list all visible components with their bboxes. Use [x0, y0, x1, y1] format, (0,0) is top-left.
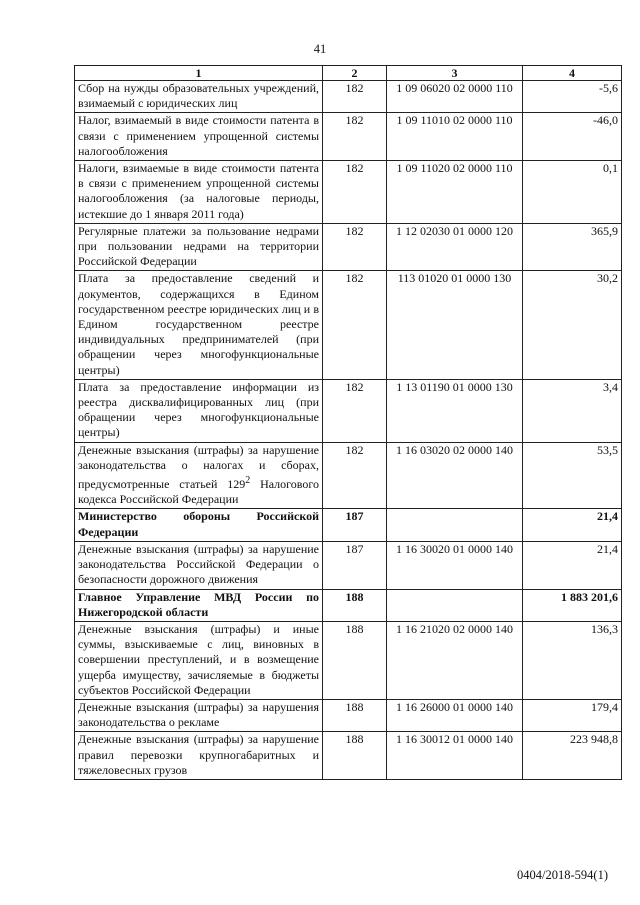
row-name: Министерство обороны Российской Федерации: [75, 509, 323, 541]
row-name: Плата за предоставление информации из реестра дисквалифицированных лиц (при обращении через многофункциональные центры): [75, 379, 323, 442]
row-admin-code: 188: [323, 732, 387, 780]
header-col-code: 3: [387, 66, 523, 81]
row-admin-code: 182: [323, 223, 387, 271]
row-budget-code: 1 16 30020 01 0000 140: [387, 541, 523, 589]
row-budget-code: 1 16 03020 02 0000 140: [387, 442, 523, 509]
row-amount: 3,4: [523, 379, 622, 442]
row-name: Денежные взыскания (штрафы) и иные суммы, взыскиваемые с лиц, виновных в совершении преступлений, и в возмещение ущерба имуществу, зачисляемые в бюджеты субъектов Российской Федерации: [75, 621, 323, 699]
row-budget-code: 1 09 11020 02 0000 110: [387, 161, 523, 224]
row-budget-code: 1 12 02030 01 0000 120: [387, 223, 523, 271]
row-name-tail: Налогового кодекса Российской Федерации: [78, 477, 319, 507]
row-name: Налог, взимаемый в виде стоимости патента в связи с применением упрощенной системы налогообложения: [75, 113, 323, 161]
table-row: [75, 113, 622, 161]
row-budget-code: 1 09 11010 02 0000 110: [387, 113, 523, 161]
row-amount: -46,0: [523, 113, 622, 161]
row-amount: 136,3: [523, 621, 622, 699]
row-admin-code: 182: [323, 271, 387, 379]
row-amount: 30,2: [523, 271, 622, 379]
table-header-row: [75, 66, 622, 81]
row-name: Денежные взыскания (штрафы) за нарушения законодательства о рекламе: [75, 699, 323, 731]
row-amount: 223 948,8: [523, 732, 622, 780]
row-amount: 179,4: [523, 699, 622, 731]
table-row: [75, 379, 622, 442]
row-name: Плата за предоставление сведений и документов, содержащихся в Едином государственном реестре юридических лиц и в Едином государственном реестре индивидуальных предпринимателей (при обращении через многофункциональные центры): [75, 271, 323, 379]
row-amount: 21,4: [523, 509, 622, 541]
row-admin-code: 182: [323, 81, 387, 113]
table-row: [75, 732, 622, 780]
row-budget-code: 1 13 01190 01 0000 130: [387, 379, 523, 442]
row-admin-code: 188: [323, 699, 387, 731]
row-admin-code: 188: [323, 621, 387, 699]
table-row: [75, 81, 622, 113]
table-row-section: [75, 589, 622, 621]
table-row: [75, 271, 622, 379]
row-admin-code: 182: [323, 442, 387, 509]
table-row: [75, 223, 622, 271]
row-budget-code: 1 09 06020 02 0000 110: [387, 81, 523, 113]
row-admin-code: 187: [323, 509, 387, 541]
row-amount: 21,4: [523, 541, 622, 589]
row-name: Регулярные платежи за пользование недрами при пользовании недрами на территории Российской Федерации: [75, 223, 323, 271]
table-row: [75, 621, 622, 699]
row-amount: 0,1: [523, 161, 622, 224]
header-col-name: 1: [75, 66, 323, 81]
row-name: Налоги, взимаемые в виде стоимости патента в связи с применением упрощенной системы налогообложения (за налоговые периоды, истекшие до 1 января 2011 года): [75, 161, 323, 224]
table-row: [75, 161, 622, 224]
row-amount: 365,9: [523, 223, 622, 271]
row-admin-code: 187: [323, 541, 387, 589]
page-number: 41: [313, 42, 327, 56]
table-row: [75, 699, 622, 731]
row-budget-code: [387, 589, 523, 621]
row-name: Денежные взыскания (штрафы) за нарушение правил перевозки крупногабаритных и тяжеловесных грузов: [75, 732, 323, 780]
row-name: [75, 442, 323, 509]
row-budget-code: 1 16 26000 01 0000 140: [387, 699, 523, 731]
row-name: Денежные взыскания (штрафы) за нарушение законодательства Российской Федерации о безопасности дорожного движения: [75, 541, 323, 589]
row-name: Главное Управление МВД России по Нижегородской области: [75, 589, 323, 621]
row-admin-code: 182: [323, 113, 387, 161]
row-name: Сбор на нужды образовательных учреждений, взимаемый с юридических лиц: [75, 81, 323, 113]
row-admin-code: 182: [323, 379, 387, 442]
budget-revenue-table: [74, 65, 622, 780]
header-col-admin: 2: [323, 66, 387, 81]
row-name-main: Денежные взыскания (штрафы) за нарушение законодательства о налогах и сборах, предусмотренные статьей 129: [78, 442, 319, 492]
table-row: [75, 442, 622, 509]
row-admin-code: 188: [323, 589, 387, 621]
table-row-section: [75, 509, 622, 541]
row-amount: -5,6: [523, 81, 622, 113]
row-budget-code: [387, 509, 523, 541]
document-code: 0404/2018-594(1): [517, 868, 608, 882]
article-superscript: 2: [245, 475, 251, 487]
header-col-amount: 4: [523, 66, 622, 81]
row-budget-code: 1 16 21020 02 0000 140: [387, 621, 523, 699]
row-amount: 1 883 201,6: [523, 589, 622, 621]
table-row: [75, 541, 622, 589]
row-budget-code: 1 16 30012 01 0000 140: [387, 732, 523, 780]
row-budget-code: 113 01020 01 0000 130: [387, 271, 523, 379]
row-admin-code: 182: [323, 161, 387, 224]
row-amount: 53,5: [523, 442, 622, 509]
